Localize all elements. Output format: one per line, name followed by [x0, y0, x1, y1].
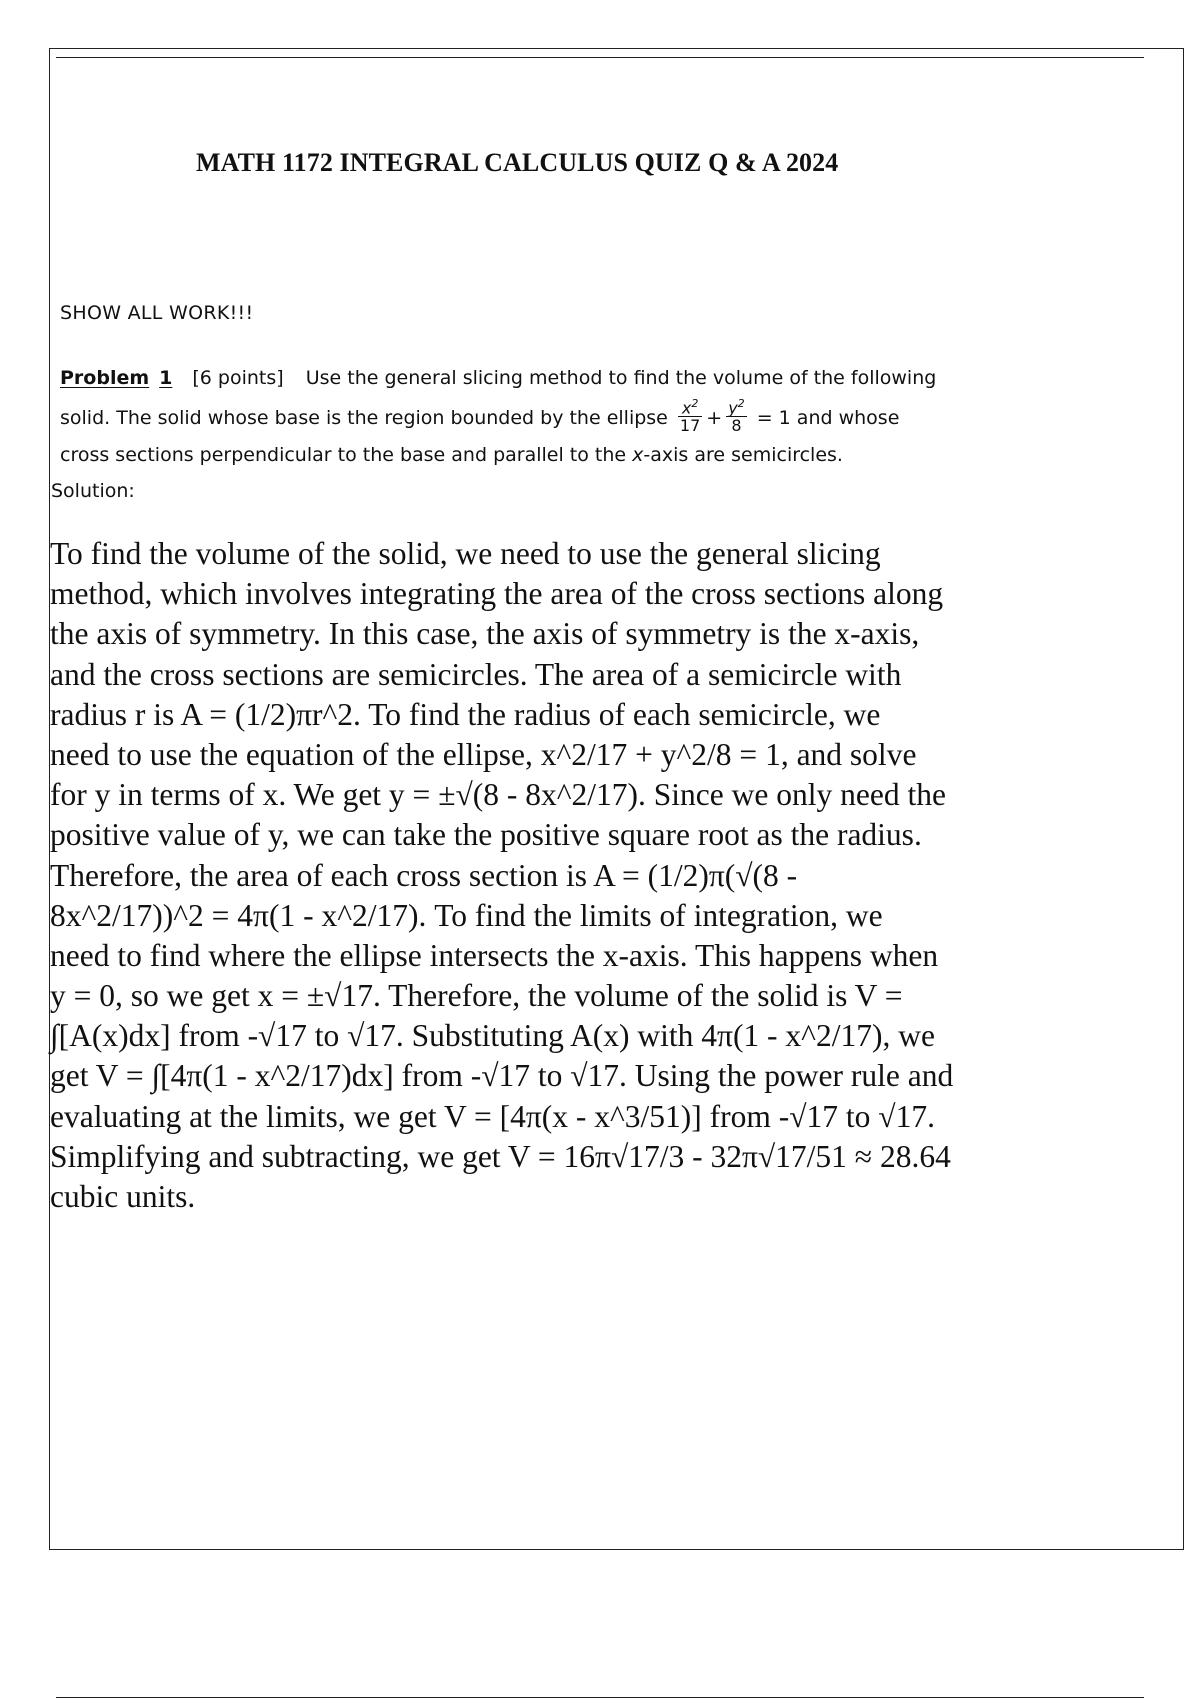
- solution-line: cubic units.: [50, 1179, 196, 1214]
- problem-line-2-suffix: = 1 and whose: [756, 407, 900, 429]
- fraction-y-squared-over-8: [726, 395, 746, 434]
- solution-line: Simplifying and subtracting, we get V = 16π√17/3 - 32π√17/51 ≈ 28.64: [50, 1138, 951, 1174]
- instruction-text: SHOW ALL WORK!!!: [60, 302, 254, 324]
- solution-line: To find the volume of the solid, we need to use the general slicing: [50, 536, 881, 571]
- solution-line: the axis of symmetry. In this case, the axis of symmetry is the x-axis,: [50, 616, 920, 652]
- solution-line: need to use the equation of the ellipse, x^2/17 + y^2/8 = 1, and solve: [50, 736, 917, 772]
- solution-line: Therefore, the area of each cross section is A = (1/2)π(√(8 -: [50, 857, 798, 893]
- problem-line-3-prefix: cross sections perpendicular to the base and parallel to the: [60, 444, 633, 466]
- solution-line: radius r is A = (1/2)πr^2. To find the radius of each semicircle, we: [50, 696, 881, 732]
- fraction-x-squared-over-17: [678, 395, 702, 434]
- problem-statement: [60, 358, 1020, 472]
- solution-line: 8x^2/17))^2 = 4π(1 - x^2/17). To find the limits of integration, we: [50, 897, 883, 933]
- solution-line: get V = ∫[4π(1 - x^2/17)dx] from -√17 to √17. Using the power rule and: [50, 1058, 954, 1094]
- problem-label: Problem: [60, 367, 150, 389]
- frac2-denominator: 8: [731, 416, 742, 436]
- solution-label: Solution:: [51, 480, 135, 502]
- solution-line: for y in terms of x. We get y = ±√(8 - 8x^2/17). Since we only need the: [50, 777, 946, 813]
- problem-line-3-suffix: -axis are semicircles.: [643, 444, 843, 466]
- solution-line: evaluating at the limits, we get V = [4π(x - x^3/51)] from -√17 to √17.: [50, 1098, 935, 1134]
- solution-body: [50, 534, 1060, 1217]
- problem-line-1: [60, 358, 1020, 398]
- solution-line: positive value of y, we can take the positive square root as the radius.: [50, 817, 922, 853]
- frac2-exponent: 2: [737, 396, 745, 410]
- problem-line-2: [60, 398, 1020, 438]
- solution-line: need to find where the ellipse intersects the x-axis. This happens when: [50, 937, 939, 973]
- footer-rule: [56, 1697, 1144, 1698]
- problem-number: 1: [159, 367, 173, 389]
- problem-intro: Use the general slicing method to find the volume of the following: [305, 367, 937, 389]
- solution-line: ∫[A(x)dx] from -√17 to √17. Substituting A(x) with 4π(1 - x^2/17), we: [50, 1018, 935, 1054]
- problem-line-3: [60, 438, 1020, 472]
- plus-sign: +: [706, 407, 723, 429]
- solution-line: method, which involves integrating the area of the cross sections along: [50, 576, 944, 612]
- header-rule: [56, 57, 1144, 58]
- solution-line: y = 0, so we get x = ±√17. Therefore, the volume of the solid is V =: [50, 978, 903, 1014]
- problem-points: [6 points]: [192, 367, 284, 389]
- frac1-exponent: 2: [691, 396, 699, 410]
- frac1-numerator: x: [681, 398, 692, 418]
- solution-line: and the cross sections are semicircles. The area of a semicircle with: [50, 656, 902, 692]
- problem-line-2-prefix: solid. The solid whose base is the region bounded by the ellipse: [60, 407, 668, 429]
- frac1-denominator: 17: [679, 416, 701, 436]
- problem-line-3-variable: x: [632, 444, 644, 466]
- document-title: MATH 1172 INTEGRAL CALCULUS QUIZ Q & A 2024: [196, 148, 839, 177]
- frac2-numerator: y: [728, 398, 738, 418]
